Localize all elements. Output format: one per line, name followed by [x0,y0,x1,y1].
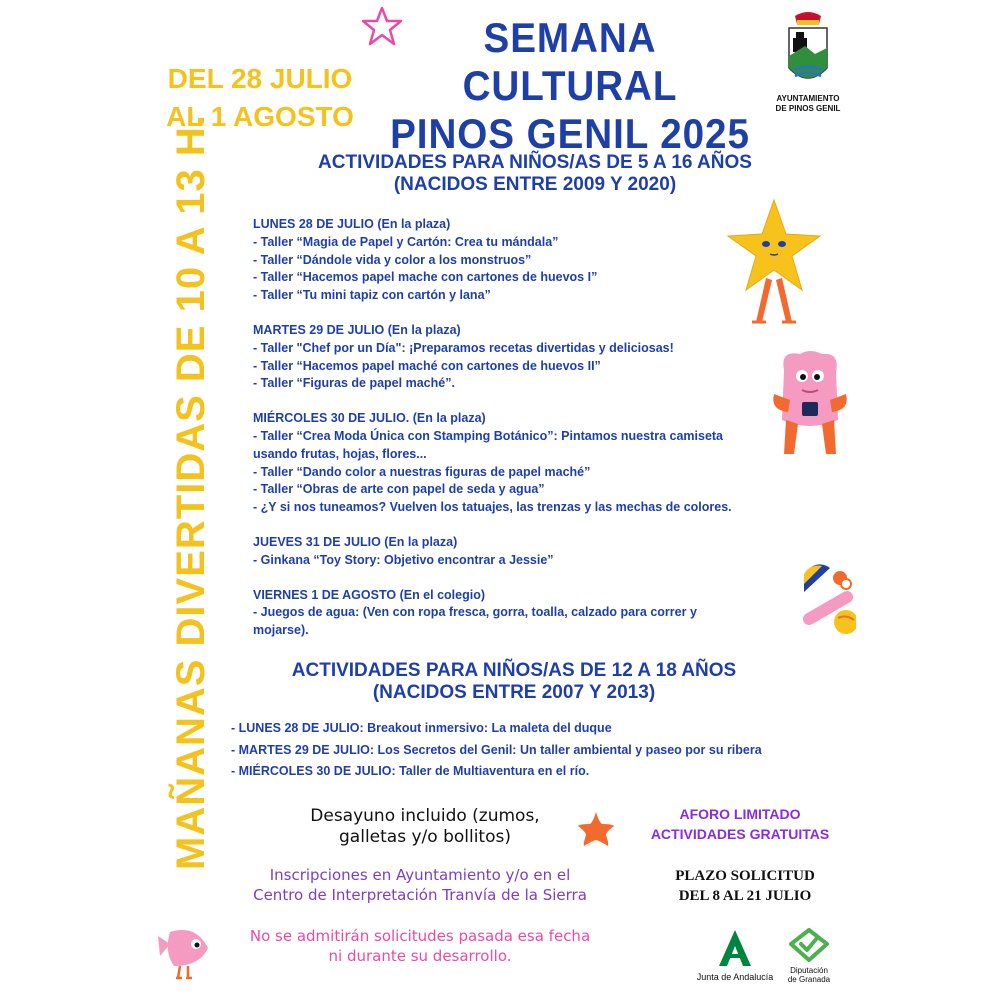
town-crest-icon [783,10,833,90]
dates-line-2: AL 1 AGOSTO [166,101,354,132]
list-item: mojarse). [253,623,309,638]
list-item: - Taller “Magia de Papel y Cartón: Crea tu mándala” [253,234,559,249]
section-1-heading [255,152,815,196]
breakfast-note [280,806,570,848]
diputacion-line-2: de Granada [787,975,831,984]
list-item: - Taller “Dando color a nuestras figuras de papel maché” [253,464,591,479]
pink-fish-icon [156,922,216,982]
section-2-heading [234,660,794,704]
aforo-line-2: ACTIVIDADES GRATUITAS [650,826,830,842]
activity-list-teens [231,718,831,783]
list-item: - Taller “Obras de arte con papel de seda y agua” [253,482,545,497]
junta-label: Junta de Andalucía [696,972,774,982]
day-title: LUNES 28 DE JULIO (En la plaza) [253,217,451,231]
day-block-thursday [253,534,813,570]
list-item: - LUNES 28 DE JULIO: Breakout inmersivo: La maleta del duque [231,721,612,735]
dates-line-1: DEL 28 JULIO [167,63,353,94]
diputacion-line-1: Diputación [790,966,828,975]
day-block-friday [253,587,813,640]
plazo-line-1: PLAZO SOLICITUD [675,868,815,884]
title-line-1: SEMANA CULTURAL [462,14,678,109]
capacity-notice [640,804,840,844]
junta-logo [695,928,775,982]
list-item: - Taller “Tu mini tapiz con cartón y lana” [253,288,491,303]
section-1-heading-line-1: ACTIVIDADES PARA NIÑOS/AS DE 5 A 16 AÑOS [318,152,752,173]
orange-star-icon [576,810,616,848]
list-item: - MIÉRCOLES 30 DE JULIO: Taller de Multiaventura en el río. [231,764,590,778]
plazo-line-2: DEL 8 AL 21 JULIO [678,888,812,904]
list-item: - ¿Y si nos tuneamos? Vuelven los tatuajes, las trenzas y las mechas de colores. [253,500,732,515]
day-title: MARTES 29 DE JULIO (En la plaza) [253,322,461,337]
section-2-heading-line-2: (NACIDOS ENTRE 2007 Y 2013) [372,682,656,703]
star-character-icon [726,198,822,328]
list-item: - Taller "Chef por un Día": ¡Preparamos recetas divertidas y deliciosas! [253,340,674,355]
list-item: - Juegos de agua: (Ven con ropa fresca, gorra, toalla, calzado para correr y [253,605,697,620]
list-item: - MARTES 29 DE JULIO: Los Secretos del Genil: Un taller ambiental y paseo por su ribera [231,742,762,757]
town-logo [768,10,848,122]
pink-monster-icon [770,350,850,460]
inscription-line-2: Centro de Interpretación Tranvía de la Sierra [253,886,587,904]
list-item: usando frutas, hojas, flores... [253,446,427,461]
title-line-2: PINOS GENIL 2025 [390,110,750,157]
logo-line-2: DE PINOS GENIL [775,104,841,113]
registration-note [220,865,620,905]
breakfast-line-2: galletas y/o bollitos) [339,827,511,847]
list-item: - Taller “Hacemos papel maché con cartones de huevos II” [253,358,601,373]
application-deadline [660,866,830,906]
aforo-line-1: AFORO LIMITADO [679,806,801,822]
junta-logo-icon [715,928,755,968]
no-admission-note [220,926,620,966]
vertical-schedule-banner: MAÑANAS DIVERTIDAS DE 10 A 13 H. [169,114,213,870]
beach-toys-icon [800,562,856,638]
list-item: - Taller “Figuras de papel maché”. [253,376,455,391]
diputacion-logo [778,928,840,984]
logo-line-1: AYUNTAMIENTO [776,94,840,103]
section-2-heading-line-1: ACTIVIDADES PARA NIÑOS/AS DE 12 A 18 AÑOS [291,660,737,681]
inscription-line-1: Inscripciones en Ayuntamiento y/o en el [269,866,571,884]
list-item: - Taller “Crea Moda Única con Stamping Botánico”: Pintamos nuestra camiseta [253,428,724,443]
section-1-heading-line-2: (NACIDOS ENTRE 2009 Y 2020) [393,174,677,195]
no-admit-line-1: No se admitirán solicitudes pasada esa fecha [249,927,591,945]
day-block-wednesday [253,410,813,517]
list-item: - Taller “Hacemos papel mache con cartones de huevos I” [253,270,598,285]
no-admit-line-2: ni durante su desarrollo. [328,947,512,965]
day-block-tuesday [253,322,813,393]
list-item: - Taller “Dándole vida y color a los monstruos” [253,252,532,267]
diputacion-logo-icon [789,928,829,962]
breakfast-line-1: Desayuno incluido (zumos, [310,806,540,826]
day-title: VIERNES 1 DE AGOSTO (En el colegio) [253,587,485,602]
page-title [377,14,763,158]
day-title: JUEVES 31 DE JULIO (En la plaza) [253,534,458,549]
day-title: MIÉRCOLES 30 DE JULIO. (En la plaza) [253,411,486,426]
list-item: - Ginkana “Toy Story: Objetivo encontrar a Jessie” [253,552,554,567]
